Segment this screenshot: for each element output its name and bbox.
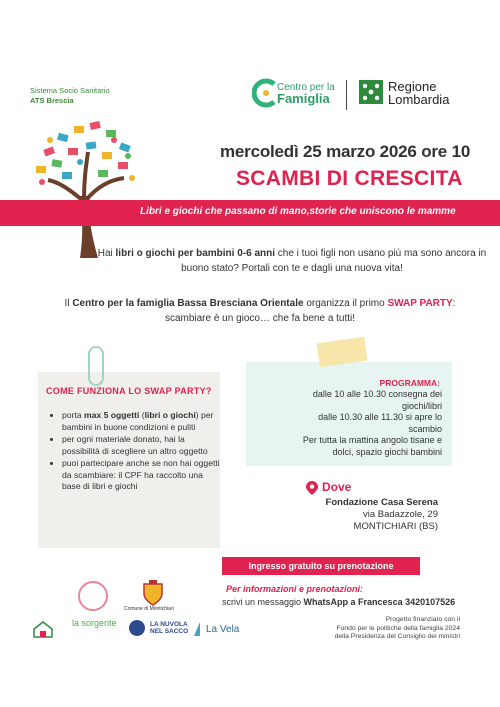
item-text: porta: [62, 410, 84, 420]
credit-line: Fondo per le politiche della famiglia 2024: [336, 624, 460, 632]
ats-line2: ATS Brescia: [30, 96, 74, 105]
credit-line: Progetto finanziato con il: [385, 616, 460, 623]
book-tree-illustration: [28, 100, 146, 258]
venue-name: Fondazione Casa Serena: [325, 497, 438, 508]
free-entry-banner: Ingresso gratuito su prenotazione: [222, 557, 420, 575]
item-text: per ogni materiale donato, hai la possibilità di scegliere un altro oggetto: [62, 434, 208, 456]
paperclip-icon: [88, 346, 104, 386]
item-text: ) per bambini in buone condizioni e puliti: [62, 410, 214, 432]
event-title: SCAMBI DI CRESCITA: [236, 167, 463, 190]
org-bold: Centro per la famiglia Bassa Bresciana Orientale: [72, 298, 304, 309]
intro-paragraph: [92, 246, 492, 276]
organizer-paragraph: [60, 296, 460, 326]
program-line: dalle 10.30 alle 11.30 si apre lo: [318, 412, 442, 422]
la-nuvola-logo: LA NUVOLA NEL SACCO: [150, 621, 189, 635]
venue-street: via Badazzole, 29: [363, 509, 438, 520]
intro-part2: che i tuoi figli non usano più ma sono ancora in buono stato? Portali con te e dagli una nuova vita!: [181, 248, 487, 274]
cpf-line1: Centro per la: [277, 82, 335, 93]
header-divider: [346, 80, 347, 110]
location-pin-icon: [306, 481, 318, 495]
intro-part1: Hai: [97, 248, 116, 259]
info-title: Per informazioni e prenotazioni:: [226, 584, 364, 594]
org-part3: : scambiare è un gioco… che fa bene a tutti!: [164, 298, 456, 324]
cpf-logo-text: [277, 82, 335, 106]
item-text: puoi partecipare anche se non hai oggetti da scambiare: il CPF ha raccolto una base di libri e giochi: [62, 458, 220, 491]
item-bold: libri o giochi: [144, 410, 196, 420]
la-vela-logo: La Vela: [206, 624, 240, 635]
cpf-logo-icon: [252, 78, 278, 108]
org-part1: Il: [64, 298, 73, 309]
program-body: [250, 389, 442, 458]
item-text: (: [139, 410, 145, 420]
event-date: mercoledì 25 marzo 2026 ore 10: [220, 142, 471, 161]
tagline-text: Libri e giochi che passano di mano,storie che uniscono le mamme: [140, 206, 456, 217]
program-line: scambio: [408, 423, 442, 434]
region-line1: Regione: [388, 79, 437, 94]
item-bold: max 5 oggetti: [83, 410, 140, 420]
location-details: [248, 497, 438, 533]
program-line: dalle 10 alle 10.30 consegna dei: [312, 389, 442, 399]
list-item: [62, 410, 220, 433]
program-line: giochi/libri: [401, 400, 442, 411]
how-it-works-title: COME FUNZIONA LO SWAP PARTY?: [46, 386, 212, 396]
info-pre: scrivi un messaggio: [222, 597, 304, 607]
region-line2: Lombardia: [388, 92, 450, 107]
program-line: Per tutta la mattina angolo tisane e: [302, 435, 442, 445]
whatsapp-contact: WhatsApp a Francesca 3420107526: [303, 597, 456, 607]
intro-bold: libri o giochi per bambini 0-6 anni: [115, 248, 275, 259]
program-line: dolci, spazio giochi bambini: [332, 446, 442, 457]
venue-city: MONTICHIARI (BS): [353, 521, 438, 532]
program-title: PROGRAMMA:: [379, 378, 440, 388]
regione-logo-text: [388, 80, 449, 106]
la-sorgente-logo: la sorgente: [72, 618, 117, 628]
location-label: Dove: [322, 480, 352, 494]
how-it-works-list: [50, 410, 220, 494]
comune-label: Comune di Montichiari: [124, 606, 174, 612]
partner-round-logo: [78, 581, 108, 611]
swap-party-label: SWAP PARTY: [387, 298, 453, 309]
regione-logo-icon: [359, 80, 383, 104]
ats-line1: Sistema Socio Sanitario: [30, 86, 110, 95]
funding-credit: [272, 616, 460, 642]
vela-logo-icon: [194, 622, 206, 638]
partner-house-logo: [32, 620, 54, 638]
tagline-band: [0, 200, 500, 226]
list-item: [62, 434, 220, 457]
org-part2: organizza il primo: [303, 298, 388, 309]
info-contact: [222, 597, 455, 607]
list-item: [62, 458, 220, 493]
nuvola-logo-icon: [128, 619, 146, 637]
cpf-line2: Famiglia: [277, 91, 330, 106]
comune-crest-icon: [142, 580, 164, 606]
credit-line: della Presidenza del Consiglio dei ministri: [334, 633, 460, 640]
